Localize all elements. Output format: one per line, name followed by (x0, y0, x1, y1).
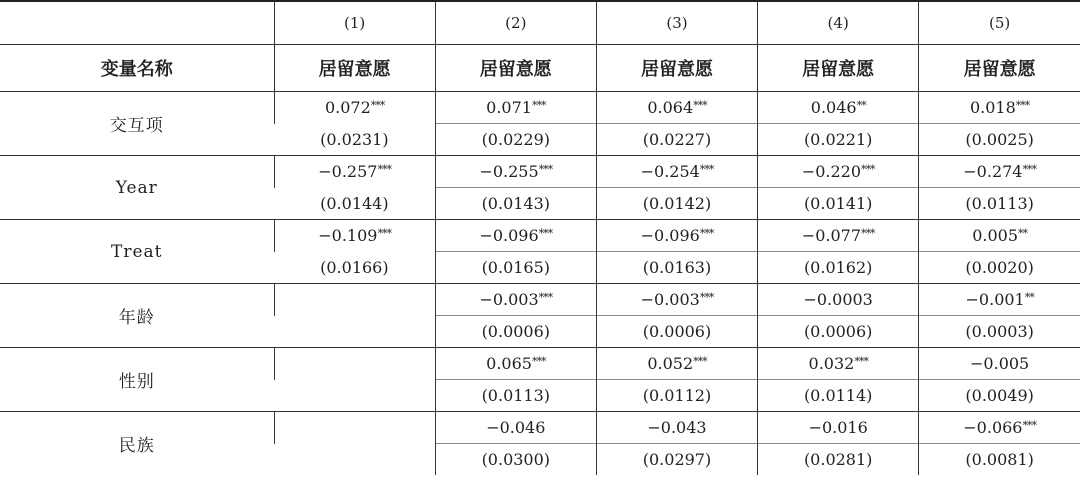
standard-error-cell: (0.0020) (919, 252, 1080, 284)
variable-name: Year (0, 156, 274, 220)
coefficient-value: 0.018 (969, 98, 1016, 117)
coefficient-value: −0.0003 (803, 290, 873, 309)
dependent-variable-header: 居留意愿 (758, 45, 919, 92)
standard-error-cell (274, 316, 435, 348)
significance-stars: *** (861, 163, 875, 176)
significance-stars: *** (531, 355, 546, 368)
standard-error-cell (274, 380, 435, 412)
coefficient-value: −0.109 (318, 226, 378, 246)
coefficient-value: −0.255 (479, 162, 539, 181)
coefficient-value: −0.003 (640, 290, 700, 309)
coefficient-row (0, 348, 1080, 380)
standard-error-cell: (0.0113) (435, 380, 596, 412)
coefficient-value: −0.043 (647, 418, 707, 437)
significance-stars: ** (1018, 227, 1028, 240)
corner-cell (0, 1, 274, 45)
coefficient-value: −0.001 (965, 290, 1025, 309)
coefficient-cell (758, 92, 919, 124)
coefficient-cell (596, 412, 757, 444)
coefficient-value: 0.052 (647, 354, 694, 373)
significance-stars: *** (699, 163, 714, 176)
standard-error-cell: (0.0163) (596, 252, 757, 284)
significance-stars: *** (538, 291, 553, 304)
coefficient-row (0, 412, 1080, 444)
significance-stars: *** (1022, 163, 1036, 176)
coefficient-cell (435, 220, 596, 252)
standard-error-cell: (0.0006) (435, 316, 596, 348)
standard-error-cell: (0.0297) (596, 444, 757, 476)
column-number: (2) (435, 1, 596, 45)
coefficient-value: −0.274 (963, 162, 1023, 181)
coefficient-value: −0.096 (640, 226, 700, 245)
coefficient-cell (596, 220, 757, 252)
coefficient-value: 0.072 (324, 98, 371, 118)
coefficient-row (0, 92, 1080, 124)
significance-stars: *** (377, 163, 391, 177)
coefficient-cell (274, 348, 435, 380)
variable-name: 性别 (0, 348, 274, 412)
coefficient-cell (596, 348, 757, 380)
variable-name: 交互项 (0, 92, 274, 156)
standard-error-cell: (0.0144) (320, 193, 389, 213)
coefficient-cell (274, 412, 435, 444)
coefficient-cell (596, 156, 757, 188)
standard-error-cell: (0.0141) (758, 188, 919, 220)
standard-error-cell: (0.0142) (596, 188, 757, 220)
dependent-variable-header: 居留意愿 (435, 45, 596, 92)
variable-name-header: 变量名称 (0, 45, 274, 92)
coefficient-cell (919, 412, 1080, 444)
standard-error-cell: (0.0166) (320, 257, 389, 277)
coefficient-cell (919, 220, 1080, 252)
standard-error-cell: (0.0229) (435, 124, 596, 156)
coefficient-value: 0.064 (647, 98, 694, 117)
standard-error-cell: (0.0162) (758, 252, 919, 284)
coefficient-value: −0.016 (808, 418, 868, 437)
significance-stars: *** (370, 99, 385, 113)
coefficient-cell (919, 348, 1080, 380)
coefficient-cell (274, 92, 435, 124)
significance-stars: *** (699, 291, 714, 304)
variable-name: Treat (0, 220, 274, 284)
coefficient-cell (758, 412, 919, 444)
standard-error-cell: (0.0281) (758, 444, 919, 476)
dependent-variable-header: 居留意愿 (596, 45, 757, 92)
coefficient-value: −0.066 (963, 418, 1023, 437)
significance-stars: *** (1022, 419, 1036, 432)
coefficient-value: −0.046 (486, 418, 546, 437)
standard-error-cell: (0.0300) (435, 444, 596, 476)
coefficient-cell (435, 92, 596, 124)
coefficient-value: −0.254 (640, 162, 700, 181)
standard-error-cell: (0.0112) (596, 380, 757, 412)
coefficient-value: 0.065 (486, 354, 532, 373)
coefficient-row (0, 156, 1080, 188)
coefficient-cell (435, 348, 596, 380)
coefficient-cell (435, 284, 596, 316)
standard-error-cell: (0.0165) (435, 252, 596, 284)
coefficient-value: 0.005 (972, 226, 1019, 245)
standard-error-cell: (0.0049) (919, 380, 1080, 412)
standard-error-cell: (0.0113) (919, 188, 1080, 220)
table-body (0, 92, 1080, 476)
coefficient-cell (758, 156, 919, 188)
significance-stars: *** (538, 163, 553, 176)
coefficient-cell (758, 284, 919, 316)
column-number: (3) (596, 1, 757, 45)
significance-stars: *** (693, 355, 707, 368)
standard-error-cell: (0.0231) (320, 129, 389, 149)
significance-stars: ** (1024, 291, 1034, 304)
coefficient-cell (758, 220, 919, 252)
coefficient-cell (919, 156, 1080, 188)
coefficient-value: 0.046 (810, 98, 857, 117)
significance-stars: *** (377, 227, 391, 241)
significance-stars: *** (1015, 99, 1030, 112)
coefficient-value: −0.003 (479, 290, 539, 309)
coefficient-cell (274, 284, 435, 316)
coefficient-value: 0.071 (486, 98, 532, 117)
coefficient-cell (919, 284, 1080, 316)
standard-error-cell: (0.0003) (919, 316, 1080, 348)
standard-error-cell (274, 444, 435, 476)
column-number: (5) (919, 1, 1080, 45)
column-number: (4) (758, 1, 919, 45)
coefficient-cell (274, 156, 435, 188)
standard-error-cell: (0.0143) (435, 188, 596, 220)
standard-error-cell: (0.0006) (596, 316, 757, 348)
coefficient-value: −0.220 (801, 162, 862, 181)
variable-name: 民族 (0, 412, 274, 476)
coefficient-value: −0.005 (970, 354, 1030, 373)
coefficient-cell (596, 284, 757, 316)
coefficient-value: −0.096 (479, 226, 539, 245)
significance-stars: *** (531, 99, 546, 112)
significance-stars: ** (856, 99, 866, 112)
coefficient-cell (758, 348, 919, 380)
dependent-variable-header: 居留意愿 (919, 45, 1080, 92)
significance-stars: *** (854, 355, 868, 368)
standard-error-cell: (0.0025) (919, 124, 1080, 156)
coefficient-row (0, 220, 1080, 252)
significance-stars: *** (861, 227, 875, 240)
significance-stars: *** (538, 227, 553, 240)
coefficient-cell (274, 220, 435, 252)
coefficient-value: 0.032 (808, 354, 855, 373)
coefficient-cell (435, 412, 596, 444)
coefficient-row (0, 284, 1080, 316)
significance-stars: *** (699, 227, 714, 240)
column-number: (1) (274, 1, 435, 45)
coefficient-value: −0.257 (318, 162, 378, 182)
coefficient-value: −0.077 (801, 226, 862, 245)
standard-error-cell: (0.0114) (758, 380, 919, 412)
column-number-row (0, 1, 1080, 45)
standard-error-cell: (0.0006) (758, 316, 919, 348)
coefficient-cell (596, 92, 757, 124)
dependent-variable-row (0, 45, 1080, 92)
standard-error-cell: (0.0081) (919, 444, 1080, 476)
variable-name: 年龄 (0, 284, 274, 348)
coefficient-cell (435, 156, 596, 188)
standard-error-cell: (0.0221) (758, 124, 919, 156)
standard-error-cell: (0.0227) (596, 124, 757, 156)
coefficient-cell (919, 92, 1080, 124)
significance-stars: *** (693, 99, 707, 112)
dependent-variable-header: 居留意愿 (274, 45, 435, 92)
